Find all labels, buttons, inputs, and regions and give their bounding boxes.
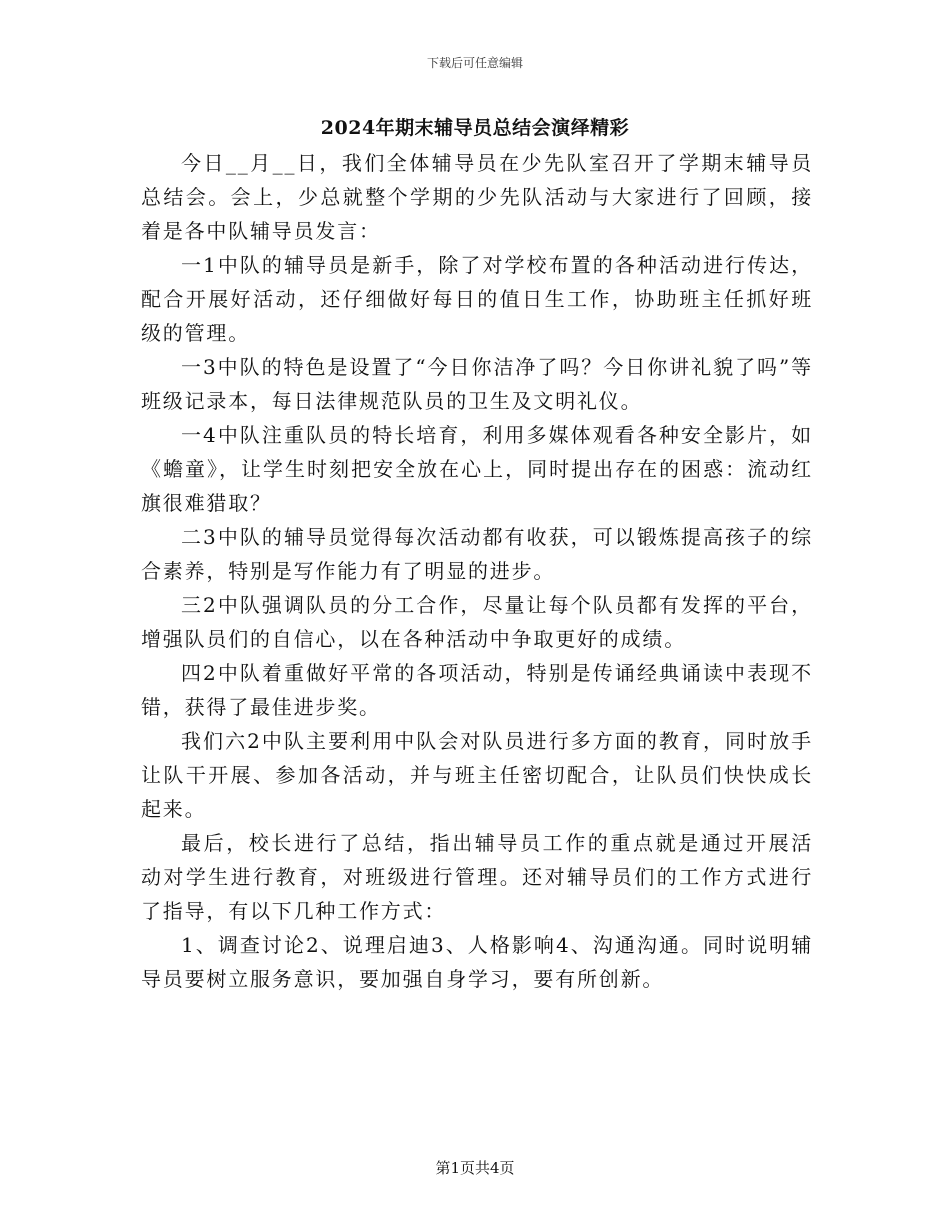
page-number: 第1页共4页 — [435, 1159, 515, 1177]
paragraph-class-2-3: 二3中队的辅导员觉得每次活动都有收获，可以锻炼提高孩子的综合素养，特别是写作能力有了明显的进步。 — [141, 525, 813, 583]
document-title: 2024年期末辅导员总结会演绎精彩 — [320, 117, 630, 139]
paragraph-class-6-2: 我们六2中队主要利用中队会对队员进行多方面的教育，同时放手让队干开展、参加各活动，并与班主任密切配合，让队员们快快成长起来。 — [141, 729, 813, 821]
header-note: 下载后可任意编辑 — [426, 56, 523, 70]
paragraph-class-4-2: 四2中队着重做好平常的各项活动，特别是传诵经典诵读中表现不错，获得了最佳进步奖。 — [141, 661, 813, 719]
paragraph-class-1-4: 一4中队注重队员的特长培育，利用多媒体观看各种安全影片，如《蟾童》，让学生时刻把安全放在心上，同时提出存在的困惑：流动红旗很难猎取？ — [141, 423, 813, 515]
paragraph-work-methods: 1、调查讨论2、说理启迪3、人格影响4、沟通沟通。同时说明辅导员要树立服务意识，要加强自身学习，要有所创新。 — [141, 933, 813, 991]
paragraph-class-1-1: 一1中队的辅导员是新手，除了对学校布置的各种活动进行传达，配合开展好活动，还仔细做好每日的值日生工作，协助班主任抓好班级的管理。 — [141, 253, 813, 345]
document-body — [141, 146, 813, 996]
paragraph-intro: 今日__月__日，我们全体辅导员在少先队室召开了学期末辅导员总结会。会上，少总就整个学期的少先队活动与大家进行了回顾，接着是各中队辅导员发言： — [141, 151, 813, 243]
paragraph-principal-summary: 最后，校长进行了总结，指出辅导员工作的重点就是通过开展活动对学生进行教育，对班级进行管理。还对辅导员们的工作方式进行了指导，有以下几种工作方式： — [141, 831, 813, 923]
paragraph-class-1-3: 一3中队的特色是设置了“今日你洁净了吗？今日你讲礼貌了吗”等班级记录本，每日法律规范队员的卫生及文明礼仪。 — [141, 355, 813, 413]
paragraph-class-3-2: 三2中队强调队员的分工合作，尽量让每个队员都有发挥的平台，增强队员们的自信心，以在各种活动中争取更好的成绩。 — [141, 593, 813, 651]
